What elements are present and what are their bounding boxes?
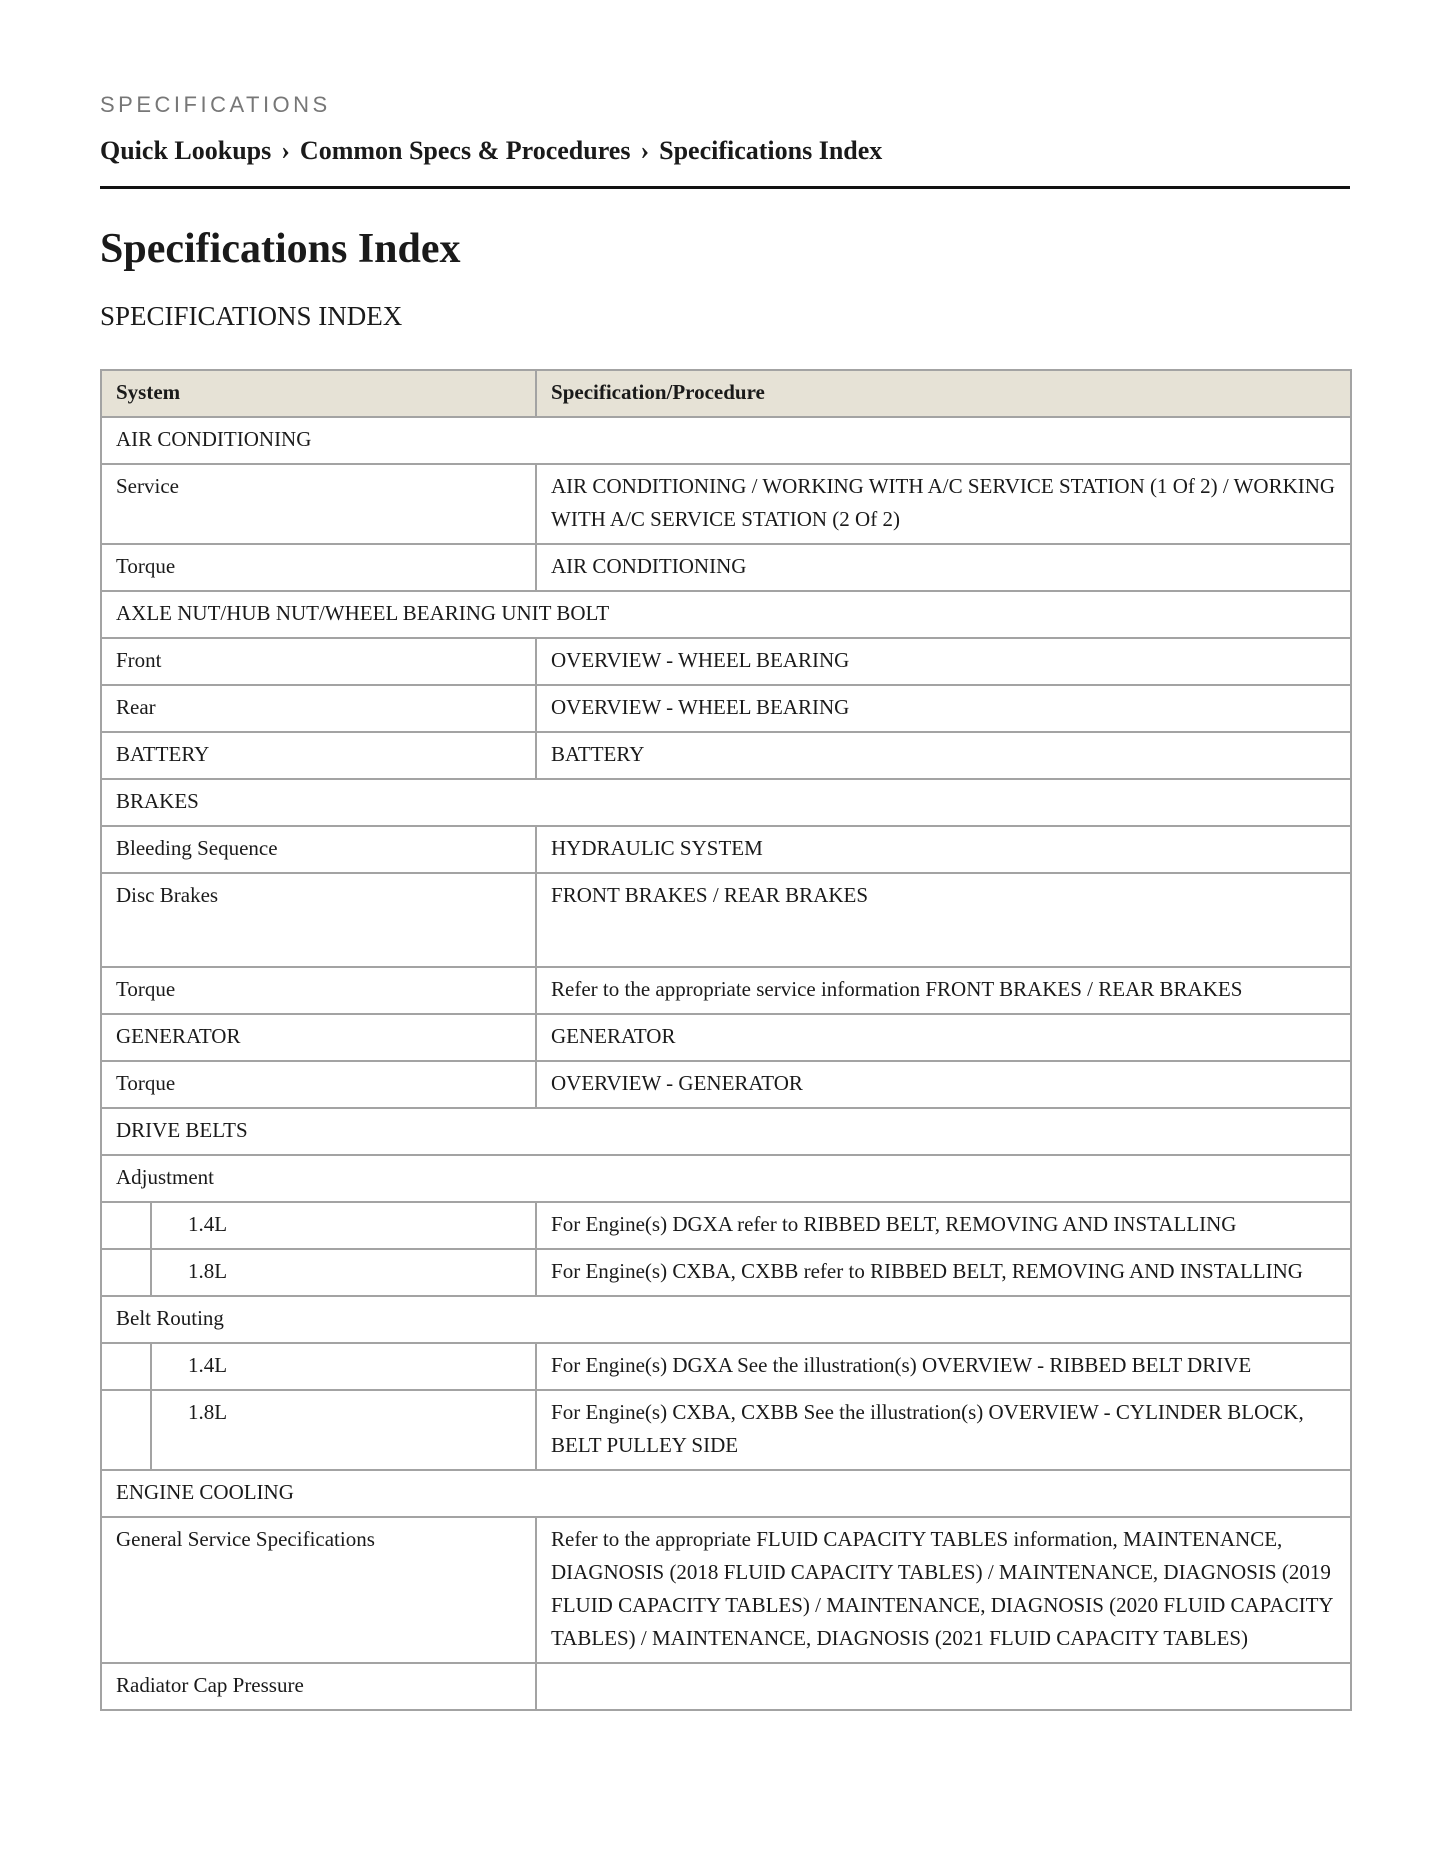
subsection-heading: Belt Routing bbox=[101, 1296, 1351, 1343]
spec-link[interactable]: Refer to the appropriate FLUID CAPACITY TABLES information, MAINTENANCE, DIAGNOSIS (2018 FLUID CAPACITY TABLES) / MAINTENANCE, DIAGNOSIS (2019 FLUID CAPACITY TABLES) / MAINTENANCE, DIAGNOSIS (2020 FLUID CAPACITY TABLES) / MAINTENANCE, DIAGNOSIS (2021 FLUID CAPACITY TABLES) bbox=[536, 1517, 1351, 1663]
spec-link[interactable]: AIR CONDITIONING bbox=[536, 544, 1351, 591]
table-row bbox=[101, 464, 1351, 544]
spec-link[interactable]: For Engine(s) CXBA, CXBB See the illustration(s) OVERVIEW - CYLINDER BLOCK, BELT PULLEY SIDE bbox=[536, 1390, 1351, 1470]
spec-link[interactable]: GENERATOR bbox=[536, 1014, 1351, 1061]
table-row bbox=[101, 591, 1351, 638]
table-row bbox=[101, 1155, 1351, 1202]
system-cell: 1.4L bbox=[151, 1343, 536, 1390]
table-row bbox=[101, 826, 1351, 873]
section-heading: AIR CONDITIONING bbox=[101, 417, 1351, 464]
breadcrumb-item-quick-lookups[interactable]: Quick Lookups bbox=[100, 136, 272, 165]
section-kicker: SPECIFICATIONS bbox=[100, 92, 331, 117]
system-cell: Torque bbox=[101, 967, 536, 1014]
spec-link[interactable]: For Engine(s) CXBA, CXBB refer to RIBBED BELT, REMOVING AND INSTALLING bbox=[536, 1249, 1351, 1296]
table-row bbox=[101, 1108, 1351, 1155]
section-heading: BRAKES bbox=[101, 779, 1351, 826]
spec-link bbox=[536, 1663, 1351, 1710]
spec-link[interactable]: HYDRAULIC SYSTEM bbox=[536, 826, 1351, 873]
spec-link[interactable]: OVERVIEW - WHEEL BEARING bbox=[536, 638, 1351, 685]
system-cell: Torque bbox=[101, 544, 536, 591]
table-row bbox=[101, 1517, 1351, 1663]
table-row bbox=[101, 1249, 1351, 1296]
table-row bbox=[101, 1470, 1351, 1517]
table-body bbox=[101, 417, 1351, 1710]
spec-link[interactable]: OVERVIEW - WHEEL BEARING bbox=[536, 685, 1351, 732]
breadcrumb-separator: › bbox=[281, 136, 290, 165]
page-subtitle: SPECIFICATIONS INDEX bbox=[100, 301, 403, 331]
table-row bbox=[101, 1202, 1351, 1249]
system-cell: Front bbox=[101, 638, 536, 685]
document-page bbox=[100, 92, 1350, 1711]
table-row bbox=[101, 1014, 1351, 1061]
spec-link[interactable]: BATTERY bbox=[536, 732, 1351, 779]
column-header-spec: Specification/Procedure bbox=[536, 370, 1351, 417]
system-cell: 1.4L bbox=[151, 1202, 536, 1249]
table-header-row bbox=[101, 370, 1351, 417]
table-row bbox=[101, 1663, 1351, 1710]
spec-link[interactable]: FRONT BRAKES / REAR BRAKES bbox=[536, 873, 1351, 967]
table-row bbox=[101, 638, 1351, 685]
table-row bbox=[101, 1343, 1351, 1390]
table-row bbox=[101, 417, 1351, 464]
table-row bbox=[101, 1061, 1351, 1108]
spec-link[interactable]: Refer to the appropriate service information FRONT BRAKES / REAR BRAKES bbox=[536, 967, 1351, 1014]
system-cell: General Service Specifications bbox=[101, 1517, 536, 1663]
table-row bbox=[101, 1296, 1351, 1343]
system-cell: BATTERY bbox=[101, 732, 536, 779]
system-cell: Rear bbox=[101, 685, 536, 732]
system-cell: Disc Brakes bbox=[101, 873, 536, 967]
spec-link[interactable]: For Engine(s) DGXA refer to RIBBED BELT, REMOVING AND INSTALLING bbox=[536, 1202, 1351, 1249]
section-heading: ENGINE COOLING bbox=[101, 1470, 1351, 1517]
table-row bbox=[101, 544, 1351, 591]
spec-link[interactable]: OVERVIEW - GENERATOR bbox=[536, 1061, 1351, 1108]
system-cell: Bleeding Sequence bbox=[101, 826, 536, 873]
system-cell: Torque bbox=[101, 1061, 536, 1108]
breadcrumb-separator: › bbox=[640, 136, 650, 165]
table-row bbox=[101, 1390, 1351, 1470]
page-title: Specifications Index bbox=[100, 226, 461, 272]
table-row bbox=[101, 732, 1351, 779]
breadcrumb bbox=[100, 134, 1350, 189]
breadcrumb-item-current: Specifications Index bbox=[659, 136, 883, 165]
table-row bbox=[101, 873, 1351, 967]
specifications-table bbox=[100, 369, 1352, 1711]
indent-cell bbox=[101, 1390, 151, 1470]
indent-cell bbox=[101, 1343, 151, 1390]
spec-link[interactable]: AIR CONDITIONING / WORKING WITH A/C SERVICE STATION (1 Of 2) / WORKING WITH A/C SERVICE STATION (2 Of 2) bbox=[536, 464, 1351, 544]
breadcrumb-item-common-specs[interactable]: Common Specs & Procedures bbox=[299, 136, 631, 165]
table-row bbox=[101, 967, 1351, 1014]
section-heading: AXLE NUT/HUB NUT/WHEEL BEARING UNIT BOLT bbox=[101, 591, 1351, 638]
system-cell: GENERATOR bbox=[101, 1014, 536, 1061]
system-cell: Radiator Cap Pressure bbox=[101, 1663, 536, 1710]
system-cell: Service bbox=[101, 464, 536, 544]
indent-cell bbox=[101, 1202, 151, 1249]
table-row bbox=[101, 685, 1351, 732]
indent-cell bbox=[101, 1249, 151, 1296]
column-header-system: System bbox=[101, 370, 536, 417]
system-cell: 1.8L bbox=[151, 1249, 536, 1296]
subsection-heading: Adjustment bbox=[101, 1155, 1351, 1202]
spec-link[interactable]: For Engine(s) DGXA See the illustration(s) OVERVIEW - RIBBED BELT DRIVE bbox=[536, 1343, 1351, 1390]
system-cell: 1.8L bbox=[151, 1390, 536, 1470]
table-row bbox=[101, 779, 1351, 826]
section-heading: DRIVE BELTS bbox=[101, 1108, 1351, 1155]
